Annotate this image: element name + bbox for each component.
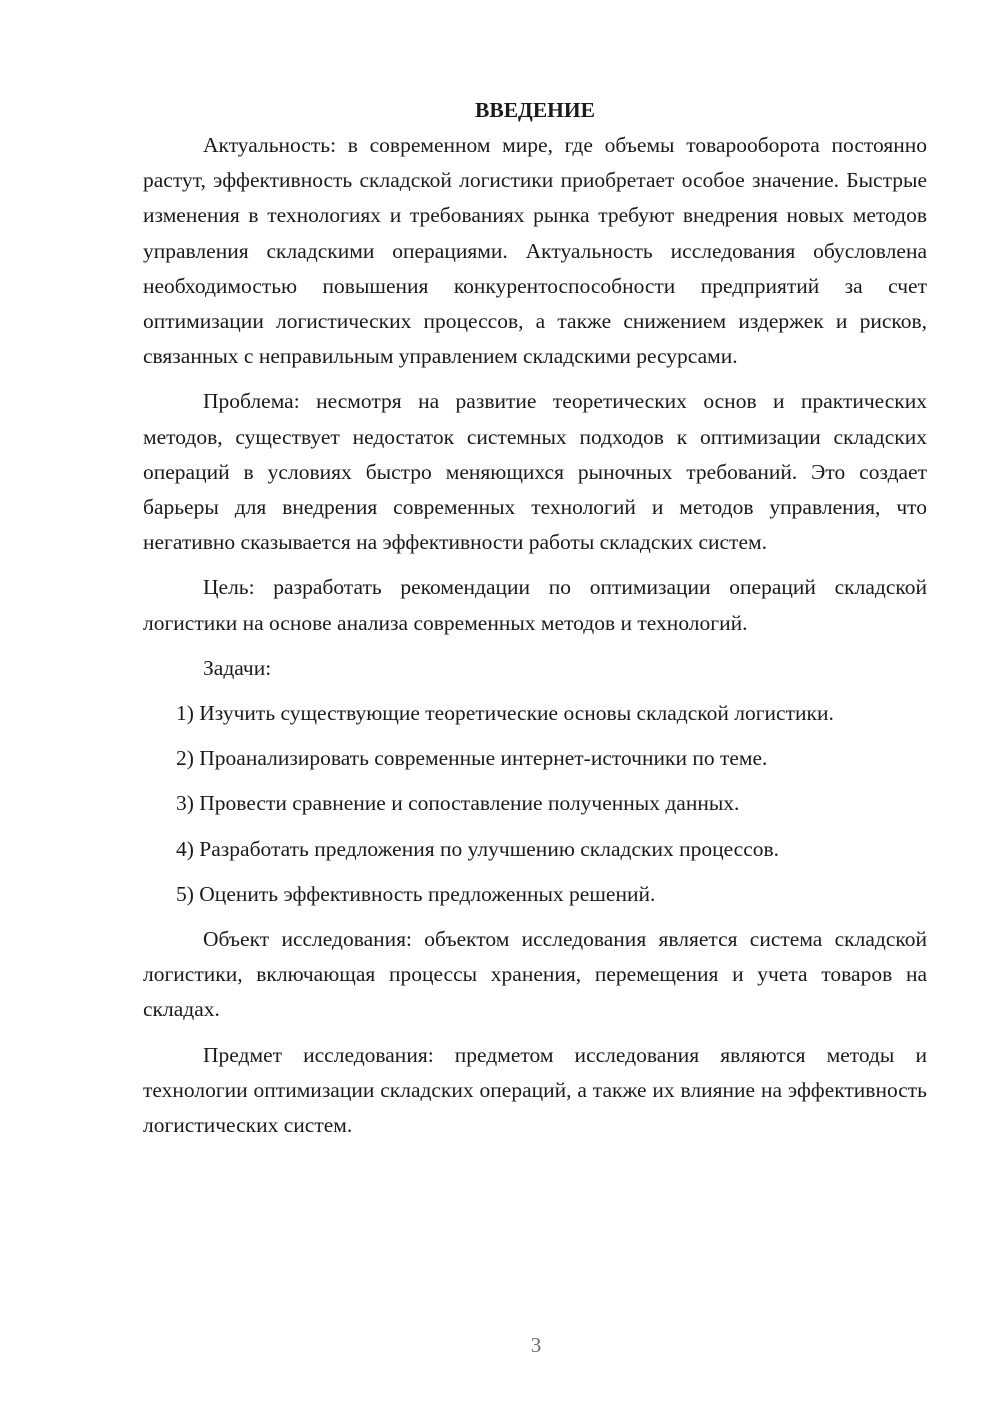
- task-item-5: 5) Оценить эффективность предложенных решений.: [176, 881, 656, 906]
- paragraph-subject: Предмет исследования: предметом исследования являются методы и технологии оптимизации складских операций, а также их влияние на эффективность логистических систем.: [143, 1042, 927, 1138]
- tasks-title: Задачи:: [203, 655, 272, 680]
- task-item-1: 1) Изучить существующие теоретические основы складской логистики.: [176, 701, 834, 726]
- paragraph-problem: Проблема: несмотря на развитие теоретических основ и практических методов, существует недостаток системных подходов к оптимизации складских операций в условиях быстро меняющихся рыночных требований. Это создает барьеры для внедрения современных технологий и методов управления, что негативно сказывается на эффективности работы складских систем.: [143, 389, 927, 555]
- task-item-3: 3) Провести сравнение и сопоставление полученных данных.: [176, 791, 740, 816]
- page-number: 3: [530, 1333, 542, 1357]
- page-title: ВВЕДЕНИЕ: [475, 98, 595, 122]
- paragraph-goal: Цель: разработать рекомендации по оптимизации операций складской логистики на основе анализа современных методов и технологий.: [143, 575, 927, 635]
- document-page: [143, 93, 927, 1143]
- paragraph-relevance: Актуальность: в современном мире, где объемы товарооборота постоянно растут, эффективность складской логистики приобретает особое значение. Быстрые изменения в технологиях и требованиях рынка требуют внедрения новых методов управления складскими операциями. Актуальность исследования обусловлена необходимостью повышения конкурентоспособности предприятий за счет оптимизации логистических процессов, а также снижением издержек и рисков, связанных с неправильным управлением складскими ресурсами.: [143, 133, 927, 369]
- task-item-4: 4) Разработать предложения по улучшению складских процессов.: [176, 836, 780, 861]
- task-item-2: 2) Проанализировать современные интернет-источники по теме.: [176, 746, 768, 771]
- paragraph-object: Объект исследования: объектом исследования является система складской логистики, включающая процессы хранения, перемещения и учета товаров на складах.: [143, 927, 927, 1022]
